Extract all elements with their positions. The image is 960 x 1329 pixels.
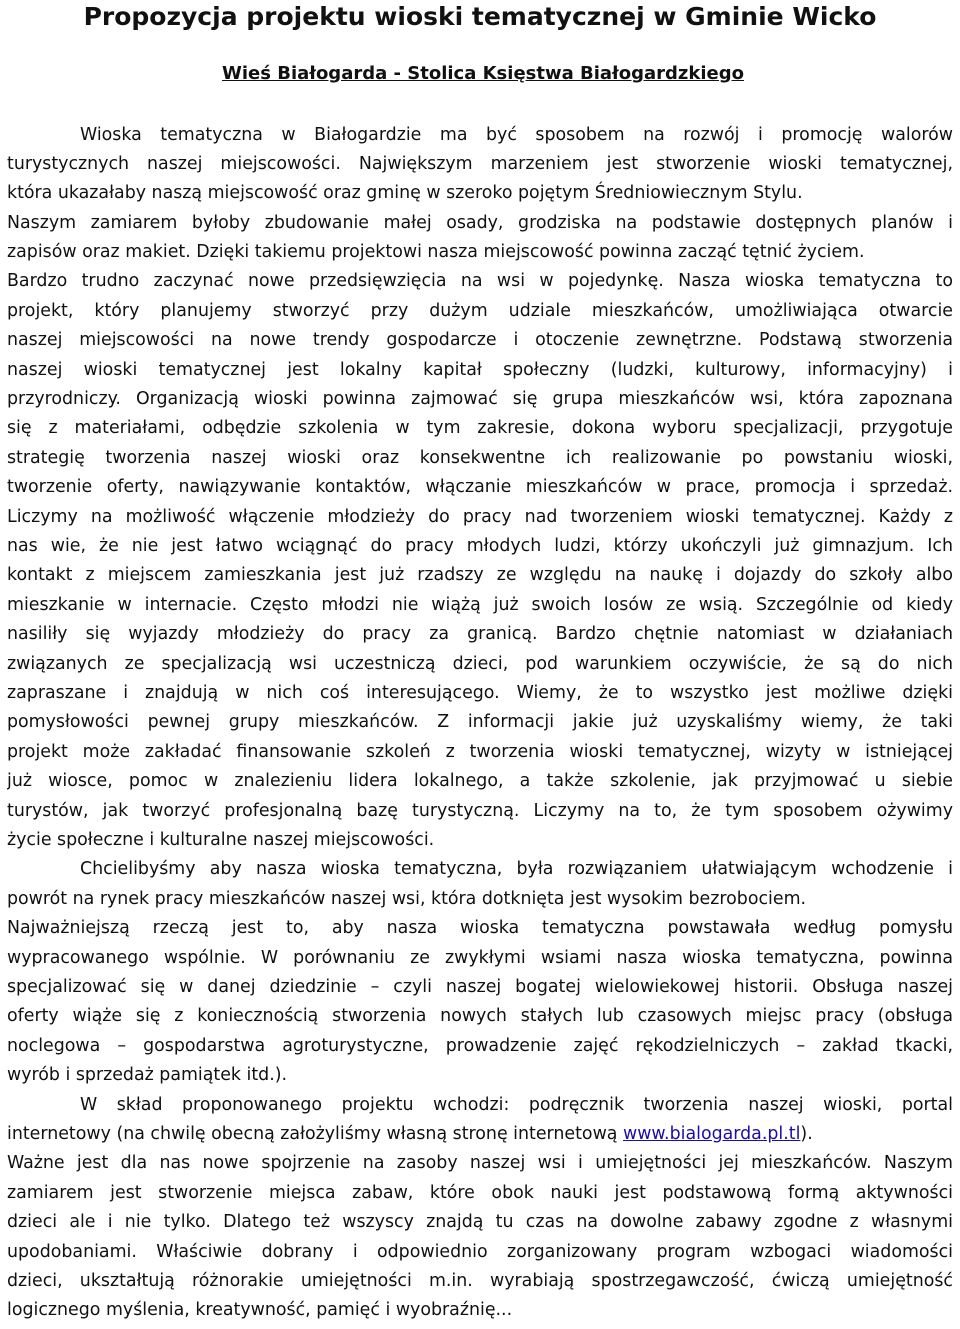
text-line: zamiarem jest stworzenie miejsca zabaw, które obok nauki jest podstawową formą aktywności xyxy=(7,1183,953,1203)
text-line: turystów, jak tworzyć profesjonalną bazę turystyczną. Liczymy na to, że tym sposobem ożywimy xyxy=(7,801,953,821)
text-line: logicznego myślenia, kreatywność, pamięć i wyobraźnię... xyxy=(7,1300,513,1320)
text-line: upodobaniami. Właściwie dobrany i odpowiednio zorganizowany program wzbogaci wiadomości xyxy=(7,1242,953,1262)
text-line: Wioska tematyczna w Białogardzie ma być sposobem na rozwój i promocję walorów xyxy=(80,125,953,145)
text-line: już wiosce, pomoc w znalezieniu lidera lokalnego, a także szkolenie, jak przyjmować u siebie xyxy=(7,771,953,791)
text-line: kontakt z miejscem zamieszkania jest już rzadszy ze względu na naukę i dojazdy do szkoły albo xyxy=(7,565,953,585)
text-line: specjalizować się w danej dziedzinie – czyli naszej bogatej wielowiekowej historii. Obsługa naszej xyxy=(7,977,953,997)
text-line xyxy=(7,1122,953,1146)
text-line: naszej wioski tematycznej jest lokalny kapitał społeczny (ludzki, kulturowy, informacyjny) i xyxy=(7,360,953,380)
text-line: mieszkanie w internacie. Często młodzi nie wiążą już swoich losów ze wsią. Szczególnie od kiedy xyxy=(7,595,953,615)
text-line: Liczymy na możliwość włączenie młodzieży do pracy nad tworzeniem wioski tematycznej. Każdy z xyxy=(7,507,953,527)
text-line: projekt może zakładać finansowanie szkoleń z tworzenia wioski tematycznej, wizyty w istniejącej xyxy=(7,742,953,762)
text-line: się z materiałami, odbędzie szkolenia w tym zakresie, dokona wyboru specjalizacji, przygotuje xyxy=(7,418,953,438)
text-line: dzieci, ukształtują różnorakie umiejętności m.in. wyrabiają spostrzegawczość, ćwiczą umiejętność xyxy=(7,1271,953,1291)
text-line: nasiliły się wyjazdy młodzieży do pracy za granicą. Bardzo chętnie natomiast w działaniach xyxy=(7,624,953,644)
text-line: dzieci ale i nie tylko. Dlatego też wszyscy znajdą tu czas na dowolne zabawy zgodne z własnymi xyxy=(7,1212,953,1232)
text-line: naszej miejscowości na nowe trendy gospodarcze i otoczenie zewnętrzne. Podstawą stworzenia xyxy=(7,330,953,350)
text-line: noclegowa – gospodarstwa agroturystyczne, prowadzenie zajęć rękodzielniczych – zakład tkacki, xyxy=(7,1036,953,1056)
text-line: projekt, który planujemy stworzyć przy dużym udziale mieszkańców, umożliwiająca otwarcie xyxy=(7,301,953,321)
text-line: turystycznych naszej miejscowości. Największym marzeniem jest stworzenie wioski tematycznej, xyxy=(7,154,953,174)
text-line: tworzenie oferty, nawiązywanie kontaktów, włączanie mieszkańców w prace, promocja i sprzedaż. xyxy=(7,477,953,497)
text-line: Ważne jest dla nas nowe spojrzenie na zasoby naszej wsi i umiejętności jej mieszkańców. Naszym xyxy=(7,1153,953,1173)
text-line: nas wie, że nie jest łatwo wciągnąć do pracy młodych ludzi, którzy ukończyli już gimnazjum. Ich xyxy=(7,536,953,556)
text-line: Bardzo trudno zaczynać nowe przedsięwzięcia na wsi w pojedynkę. Nasza wioska tematyczna to xyxy=(7,271,953,291)
text-line: zapisów oraz makiet. Dzięki takiemu projektowi nasza miejscowość powinna zacząć tętnić życiem. xyxy=(7,242,865,262)
text-line: związanych ze specjalizacją wsi uczestniczą dzieci, pod warunkiem oczywiście, że są do nich xyxy=(7,654,953,674)
text-line: Chcielibyśmy aby nasza wioska tematyczna, była rozwiązaniem ułatwiającym wchodzenie i xyxy=(80,859,953,879)
text-line: wyrób i sprzedaż pamiątek itd.). xyxy=(7,1065,288,1085)
text-fragment: ). xyxy=(800,1124,813,1144)
text-line: Najważniejszą rzeczą jest to, aby nasza wioska tematyczna powstawała według pomysłu xyxy=(7,918,953,938)
text-line: wypracowanego wspólnie. W porównaniu ze zwykłymi wsiami nasza wioska tematyczna, powinna xyxy=(7,948,953,968)
text-line: która ukazałaby naszą miejscowość oraz gminę w szeroko pojętym Średniowiecznym Stylu. xyxy=(7,183,803,203)
text-line: oferty wiąże się z koniecznością stworzenia nowych stałych lub czasowych miejsc pracy (obsługa xyxy=(7,1006,953,1026)
text-line: pomysłowości pewnej grupy mieszkańców. Z informacji jakie już uzyskaliśmy wiemy, że taki xyxy=(7,712,953,732)
text-line: powrót na rynek pracy mieszkańców naszej wsi, która dotknięta jest wysokim bezrobociem. xyxy=(7,889,807,909)
text-line: przyrodniczy. Organizacją wioski powinna zajmować się grupa mieszkańców wsi, która zapoznana xyxy=(7,389,953,409)
text-line: zapraszane i znajdują w nich coś interesującego. Wiemy, że to wszystko jest możliwe dzięki xyxy=(7,683,953,703)
page-title: Propozycja projektu wioski tematycznej w Gminie Wicko xyxy=(83,2,877,31)
page-subtitle: Wieś Białogarda - Stolica Księstwa Białogardzkiego xyxy=(222,63,744,84)
text-line: W skład proponowanego projektu wchodzi: podręcznik tworzenia naszej wioski, portal xyxy=(80,1095,953,1115)
text-line: Naszym zamiarem byłoby zbudowanie małej osady, grodziska na podstawie dostępnych planów i xyxy=(7,213,953,233)
text-fragment: internetowy (na chwilę obecną założyliśmy własną stronę internetową xyxy=(7,1124,623,1144)
text-line: życie społeczne i kulturalne naszej miejscowości. xyxy=(7,830,435,850)
website-link[interactable]: www.bialogarda.pl.tl xyxy=(622,1124,801,1144)
text-line: strategię tworzenia naszej wioski oraz konsekwentne ich realizowanie po powstaniu wioski, xyxy=(7,448,953,468)
